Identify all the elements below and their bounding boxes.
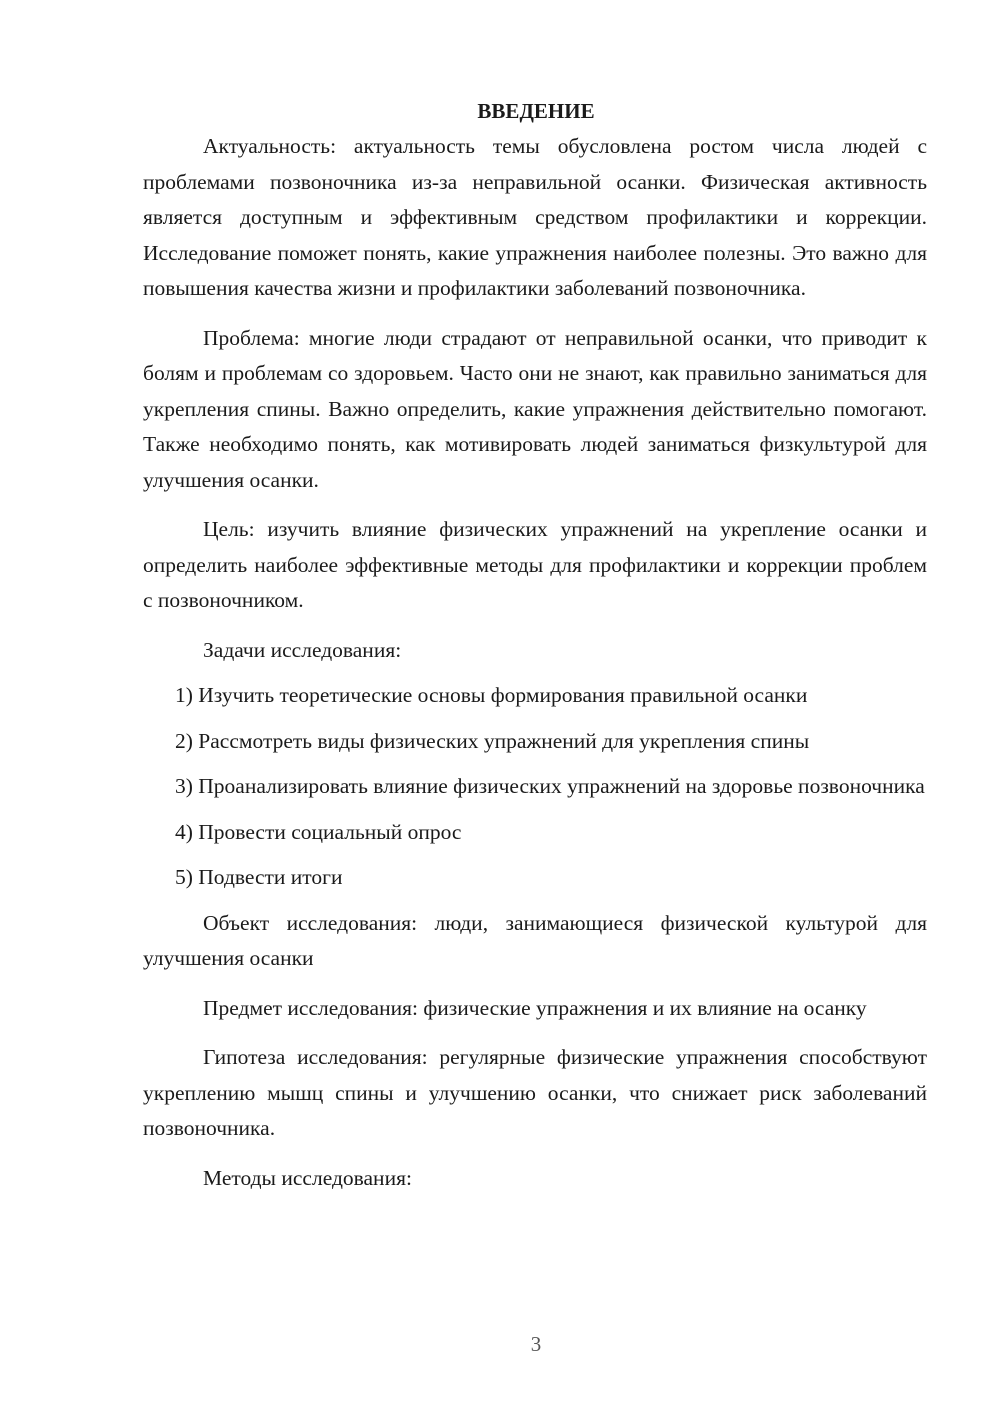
- tasks-title: Задачи исследования:: [203, 637, 402, 662]
- task-item: 2) Рассмотреть виды физических упражнений для укрепления спины: [175, 728, 810, 753]
- task-item: 3) Проанализировать влияние физических упражнений на здоровье позвоночника: [175, 774, 925, 798]
- methods-title: Методы исследования:: [203, 1165, 412, 1190]
- goal-paragraph: Цель: изучить влияние физических упражнений на укрепление осанки и определить наиболее эффективные методы для профилактики и коррекции проблем с позвоночником.: [143, 517, 927, 612]
- task-item: 4) Провести социальный опрос: [175, 819, 462, 844]
- subject-paragraph: Предмет исследования: физические упражнения и их влияние на осанку: [203, 995, 867, 1020]
- hypothesis-paragraph: Гипотеза исследования: регулярные физические упражнения способствуют укреплению мышц спины и улучшению осанки, что снижает риск заболеваний позвоночника.: [143, 1045, 927, 1140]
- object-paragraph: Объект исследования: люди, занимающиеся физической культурой для улучшения осанки: [143, 910, 927, 970]
- section-heading: ВВЕДЕНИЕ: [477, 99, 595, 123]
- page-number: 3: [530, 1332, 542, 1356]
- relevance-paragraph: Актуальность: актуальность темы обусловлена ростом числа людей с проблемами позвоночника из-за неправильной осанки. Физическая активность является доступным и эффективным средством профилактики и коррекции. Исследование поможет понять, какие упражнения наиболее полезны. Это важно для повышения качества жизни и профилактики заболеваний позвоночника.: [143, 134, 927, 300]
- problem-paragraph: Проблема: многие люди страдают от неправильной осанки, что приводит к болям и проблемам со здоровьем. Часто они не знают, как правильно заниматься для укрепления спины. Важно определить, какие упражнения действительно помогают. Также необходимо понять, как мотивировать людей заниматься физкультурой для улучшения осанки.: [143, 325, 927, 492]
- task-item: 5) Подвести итоги: [175, 865, 343, 889]
- document-page: [143, 95, 927, 1206]
- task-item: 1) Изучить теоретические основы формирования правильной осанки: [175, 683, 808, 707]
